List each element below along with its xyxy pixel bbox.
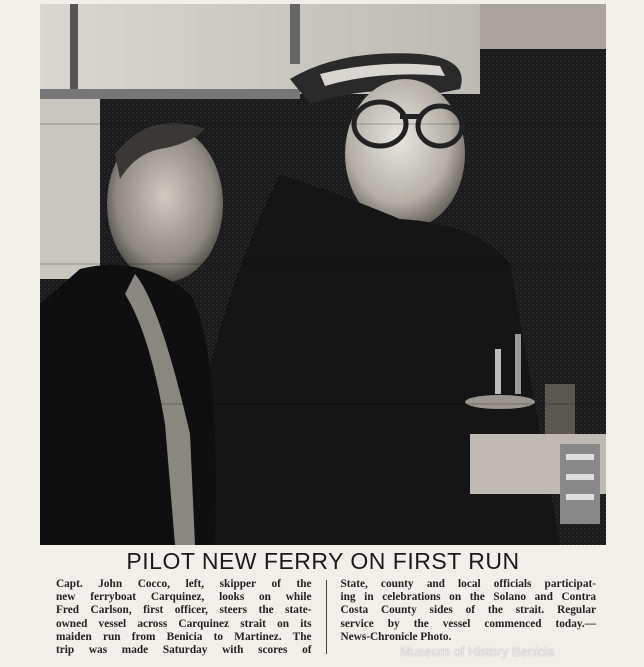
caption-line: new ferryboat Carquinez, looks on while	[56, 591, 312, 604]
watermark: Museum of History Benicia	[400, 644, 555, 659]
headline: PILOT NEW FERRY ON FIRST RUN	[126, 548, 520, 574]
news-photo	[40, 4, 606, 545]
column-divider	[326, 580, 327, 654]
photo-illustration	[40, 4, 606, 545]
caption-line: trip was made Saturday with scores of	[56, 644, 312, 657]
caption-line: ing in celebrations on the Solano and Contra	[340, 591, 596, 604]
caption-column-left	[56, 578, 312, 662]
caption-line: service by the vessel commenced today.—	[340, 617, 596, 630]
caption-line: Costa County sides of the strait. Regular	[340, 604, 596, 617]
caption-line: Fred Carlson, first officer, steers the state-	[56, 604, 312, 617]
caption-line: Capt. John Cocco, left, skipper of the	[56, 578, 312, 590]
caption-line: owned vessel across Carquinez strait on its	[56, 617, 312, 630]
caption-line: maiden run from Benicia to Martinez. The	[56, 630, 312, 643]
caption-line: State, county and local officials participat-	[340, 578, 596, 590]
caption-line: News-Chronicle Photo.	[340, 630, 452, 643]
